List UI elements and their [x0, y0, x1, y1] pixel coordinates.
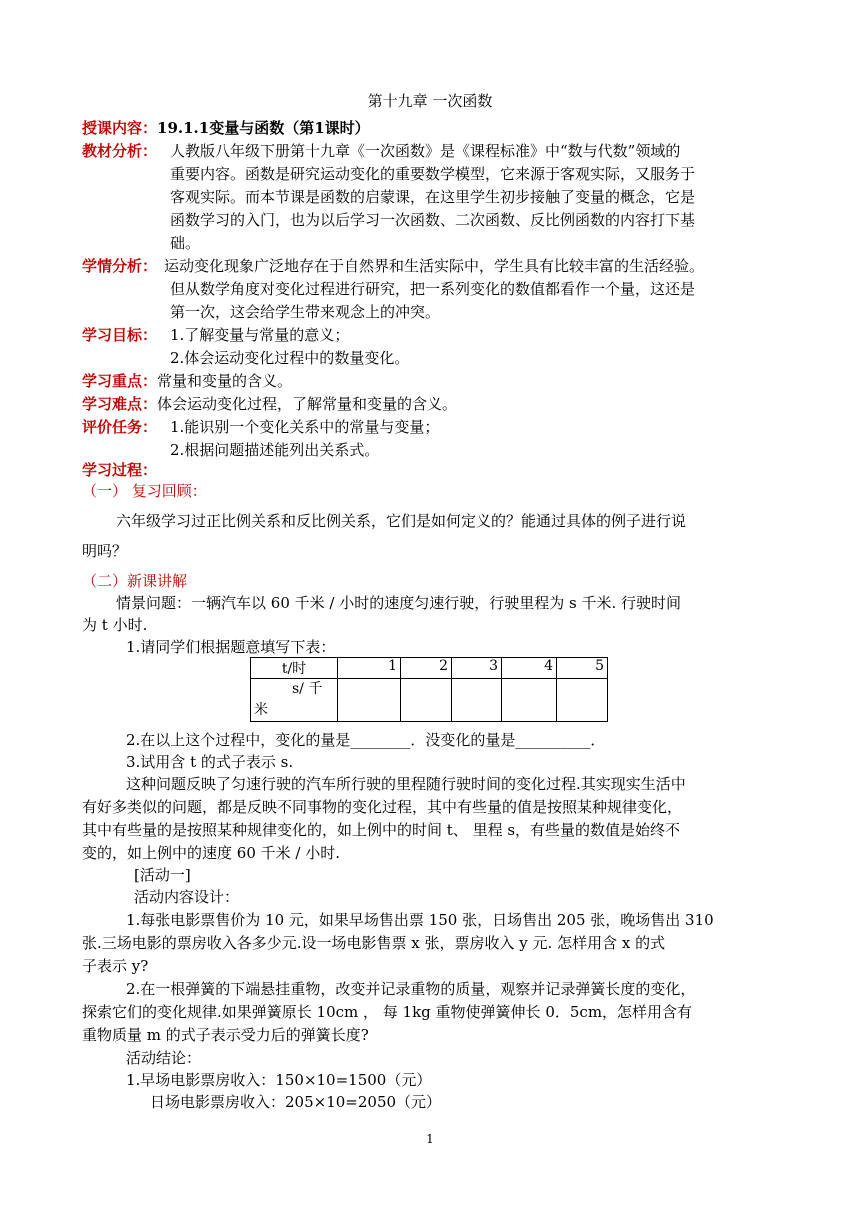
review-line: 六年级学习过正比例关系和反比例关系，它们是如何定义的？能通过具体的例子进行说 — [116, 512, 687, 530]
activity-item-1: 1.每张电影票售价为 10 元，如果早场售出票 150 张，日场售出 205 张，晚场售出 310 — [126, 911, 714, 929]
difficulty-row — [82, 393, 457, 416]
scenario-line: 为 t 小时. — [82, 616, 148, 634]
activity-item-2-cont: 探索它们的变化规律.如果弹簧原长 10cm ， 每 1kg 重物使弹簧伸长 0．5cm，怎样用含有 — [82, 1003, 693, 1021]
table-row — [251, 658, 608, 679]
content-row — [82, 117, 370, 140]
analysis-line: 重要内容。函数是研究运动变化的重要数学模型，它来源于客观实际，又服务于 — [170, 165, 696, 183]
key-label: 学习重点： — [82, 372, 158, 390]
analysis-line: 函数学习的入门，也为以后学习一次函数、二次函数、反比例函数的内容打下基 — [170, 211, 696, 229]
key-value: 常量和变量的含义。 — [157, 372, 293, 390]
explanation-line: 有好多类似的问题，都是反映不同事物的变化过程，其中有些量的值是按照某种规律变化， — [82, 798, 683, 816]
activity-item-2: 2.在一根弹簧的下端悬挂重物，改变并记录重物的质量，观察并记录弹簧长度的变化， — [126, 980, 696, 998]
table-blank-cell[interactable] — [338, 679, 401, 722]
table-header-t: t/时 — [251, 658, 338, 679]
activity-heading: [活动一] — [134, 866, 191, 884]
content-value: 19.1.1变量与函数（第1课时） — [157, 119, 370, 137]
students-line: 但从数学角度对变化过程进行研究，把一系列变化的数值都看作一个量，这还是 — [170, 280, 696, 298]
table-header-s-line1: s/ 千 — [292, 681, 323, 697]
goals-label: 学习目标： — [82, 326, 158, 344]
task-item: 2.根据问题描述能列出关系式。 — [170, 441, 380, 459]
scenario-line: 情景问题：一辆汽车以 60 千米 / 小时的速度匀速行驶，行驶里程为 s 千米. 行驶时间 — [116, 594, 681, 612]
analysis-line: 础。 — [170, 234, 201, 252]
key-row — [82, 370, 292, 393]
table-row — [251, 679, 608, 722]
review-heading: （一） 复习回顾： — [82, 482, 207, 500]
question-3: 3.试用含 t 的式子表示 s. — [126, 753, 294, 771]
students-label-row — [82, 255, 157, 278]
question-1: 1.请同学们根据题意填写下表： — [126, 638, 336, 656]
students-text-cont — [170, 278, 695, 324]
tasks-label-row — [82, 416, 157, 439]
explanation-line: 变的，如上例中的速度 60 千米 / 小时. — [82, 844, 340, 862]
goals-label-row — [82, 324, 157, 347]
table-cell: 2 — [401, 658, 452, 679]
analysis-line: 客观实际。而本节课是函数的启蒙课，在这里学生初步接触了变量的概念，它是 — [170, 188, 696, 206]
table-blank-cell[interactable] — [557, 679, 608, 722]
page-number: 1 — [426, 1132, 434, 1146]
activity-design-label: 活动内容设计： — [134, 888, 240, 906]
activity-item-2-cont: 重物质量 m 的式子表示受力后的弹簧长度? — [82, 1026, 369, 1044]
process-label: 学习过程： — [82, 461, 158, 479]
table-cell: 5 — [557, 658, 608, 679]
analysis-text — [170, 140, 695, 255]
goals-text — [170, 324, 409, 370]
explanation-line: 这种问题反映了匀速行驶的汽车所行驶的里程随行驶时间的变化过程.其实现实生活中 — [126, 775, 686, 793]
students-label: 学情分析： — [82, 257, 158, 275]
newlesson-heading: （二）新课讲解 — [82, 572, 188, 590]
students-text — [164, 255, 704, 278]
conclusion-1: 1.早场电影票房收入：150×10=1500（元） — [126, 1071, 432, 1089]
table-header-s — [251, 679, 338, 722]
task-item: 1.能识别一个变化关系中的常量与变量； — [170, 418, 440, 436]
table-cell: 4 — [502, 658, 557, 679]
table-header-s-line2: 米 — [254, 702, 268, 718]
question-2: 2.在以上这个过程中，变化的量是________．没变化的量是__________． — [126, 731, 606, 749]
table-blank-cell[interactable] — [401, 679, 452, 722]
tasks-label: 评价任务： — [82, 418, 158, 436]
table-blank-cell[interactable] — [452, 679, 502, 722]
difficulty-value: 体会运动变化过程，了解常量和变量的含义。 — [157, 395, 458, 413]
review-line: 明吗？ — [82, 542, 128, 560]
fill-table — [250, 657, 608, 722]
table-cell: 1 — [338, 658, 401, 679]
explanation-line: 其中有些量的是按照某种规律变化的，如上例中的时间 t、 里程 s，有些量的数值是始终不 — [82, 821, 681, 839]
conclusion-2: 日场电影票房收入：205×10=2050（元） — [150, 1093, 442, 1111]
activity-item-1-cont: 子表示 y? — [82, 957, 149, 975]
analysis-line: 人教版八年级下册第十九章《一次函数》是《课程标准》中“数与代数”领域的 — [170, 142, 681, 160]
goal-item: 1.了解变量与常量的意义； — [170, 326, 350, 344]
difficulty-label: 学习难点： — [82, 395, 158, 413]
process-row — [82, 459, 157, 482]
conclusion-label: 活动结论： — [126, 1049, 202, 1067]
tasks-text — [170, 416, 439, 462]
students-line: 第一次，这会给学生带来观念上的冲突。 — [170, 303, 441, 321]
analysis-label-row — [82, 140, 157, 163]
analysis-label: 教材分析： — [82, 142, 158, 160]
chapter-title: 第十九章 一次函数 — [367, 92, 493, 110]
content-label: 授课内容： — [82, 119, 158, 137]
table-cell: 3 — [452, 658, 502, 679]
students-line: 运动变化现象广泛地存在于自然界和生活实际中，学生具有比较丰富的生活经验。 — [164, 257, 705, 275]
table-blank-cell[interactable] — [502, 679, 557, 722]
goal-item: 2.体会运动变化过程中的数量变化。 — [170, 349, 410, 367]
activity-item-1-cont: 张.三场电影的票房收入各多少元.设一场电影售票 x 张，票房收入 y 元. 怎样用含 x 的式 — [82, 934, 666, 952]
